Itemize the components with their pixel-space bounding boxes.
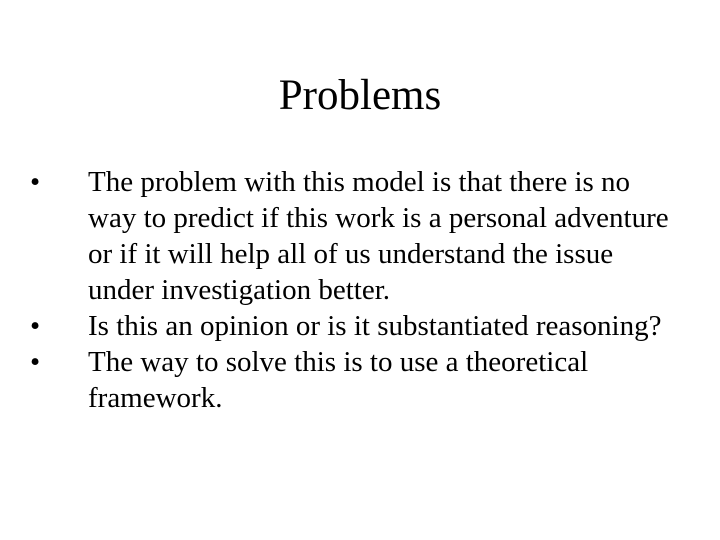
bullet-dot-icon: • [30, 166, 41, 198]
bullet-item [30, 164, 670, 308]
bullet-text: The problem with this model is that there is no way to predict if this work is a personal adventure or if it will help all of us understand the issue under investigation better. [88, 166, 669, 306]
bullet-dot-icon: • [30, 310, 41, 342]
bullet-list [30, 164, 670, 416]
bullet-text: Is this an opinion or is it substantiated reasoning? [88, 310, 662, 342]
bullet-item [30, 344, 670, 416]
bullet-item [30, 308, 670, 344]
bullet-dot-icon: • [30, 346, 41, 378]
bullet-text: The way to solve this is to use a theoretical framework. [88, 346, 589, 414]
slide-title: Problems [278, 72, 442, 119]
